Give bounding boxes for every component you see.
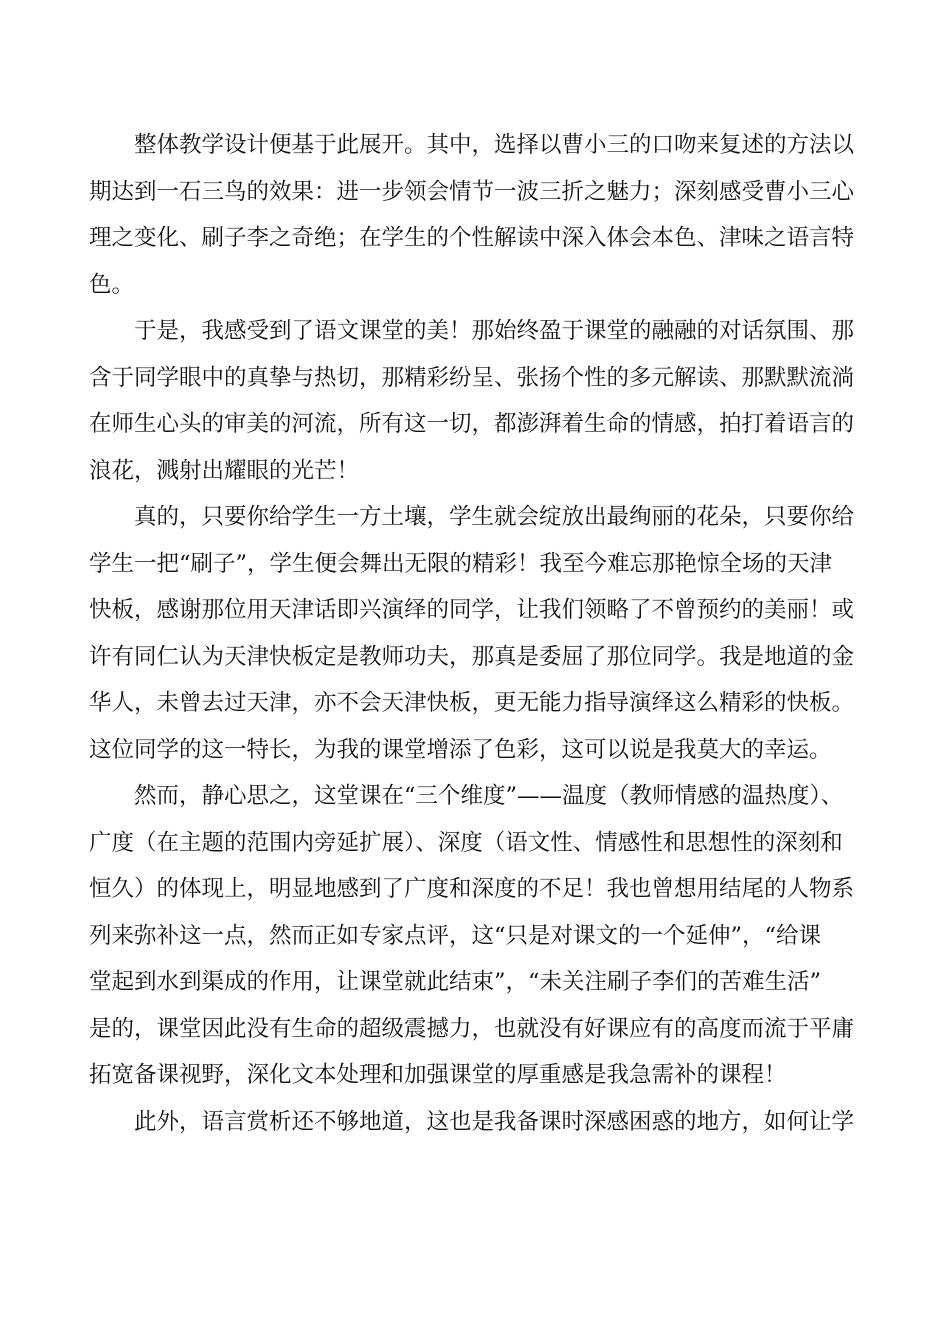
text-line: 堂起到水到渠成的作用，让课堂就此结束”，“未关注刷子李们的苦难生活” xyxy=(89,969,822,995)
text-line: 学生一把“刷子”，学生便会舞出无限的精彩！我至今难忘那艳惊全场的天津 xyxy=(89,550,833,577)
paragraph-classroom-beauty xyxy=(89,308,881,494)
text-line: 列来弥补这一点，然而正如专家点评，这“只是对课文的一个延伸”，“给课 xyxy=(89,922,822,949)
text-line: 浪花，溅射出耀眼的光芒！ xyxy=(89,457,360,484)
text-line: 期达到一石三鸟的效果：进一步领会情节一波三折之魅力；深刻感受曹小三心 xyxy=(89,178,855,205)
text-line: 许有同仁认为天津快板定是教师功夫，那真是委屈了那位同学。我是地道的金 xyxy=(89,643,855,670)
text-line: 快板，感谢那位用天津话即兴演绎的同学，让我们领略了不曾预约的美丽！或 xyxy=(89,597,855,623)
paragraph-language-analysis xyxy=(89,1099,881,1146)
text-line: 真的，只要你给学生一方土壤，学生就会绽放出最绚丽的花朵，只要你给 xyxy=(134,504,855,530)
text-line: 这位同学的这一特长，为我的课堂增添了色彩，这可以说是我莫大的幸运。 xyxy=(89,736,832,763)
document-body xyxy=(89,122,881,1145)
paragraph-teaching-design xyxy=(89,122,881,308)
text-line: 于是，我感受到了语文课堂的美！那始终盈于课堂的融融的对话氛围、那 xyxy=(134,318,855,344)
text-line: 是的，课堂因此没有生命的超级震撼力，也就没有好课应有的高度而流于平庸 xyxy=(89,1015,855,1042)
text-line: 广度（在主题的范围内旁延扩展）、深度（语文性、情感性和思想性的深刻和 xyxy=(89,829,843,856)
text-line: 恒久）的体现上，明显地感到了广度和深度的不足！我也曾想用结尾的人物系 xyxy=(89,876,855,902)
text-line: 此外，语言赏析还不够地道，这也是我备课时深感困惑的地方，如何让学 xyxy=(134,1108,855,1135)
text-line: 然而，静心思之，这堂课在“三个维度”——温度（教师情感的温热度）、 xyxy=(134,783,844,809)
text-line: 拓宽备课视野，深化文本处理和加强课堂的厚重感是我急需补的课程！ xyxy=(89,1062,787,1088)
paragraph-reflection-dimensions xyxy=(89,773,881,1099)
text-line: 整体教学设计便基于此展开。其中，选择以曹小三的口吻来复述的方法以 xyxy=(134,132,855,158)
text-line: 理之变化、刷子李之奇绝；在学生的个性解读中深入体会本色、津味之语言特 xyxy=(89,225,855,251)
text-line: 含于同学眼中的真挚与热切，那精彩纷呈、张扬个性的多元解读、那默默流淌 xyxy=(89,364,855,391)
text-line: 色。 xyxy=(89,271,135,298)
paragraph-student-talent xyxy=(89,494,881,773)
text-line: 在师生心头的审美的河流，所有这一切，都澎湃着生命的情感，拍打着语言的 xyxy=(89,411,855,437)
text-line: 华人，未曾去过天津，亦不会天津快板，更无能力指导演绎这么精彩的快板。 xyxy=(89,690,855,716)
